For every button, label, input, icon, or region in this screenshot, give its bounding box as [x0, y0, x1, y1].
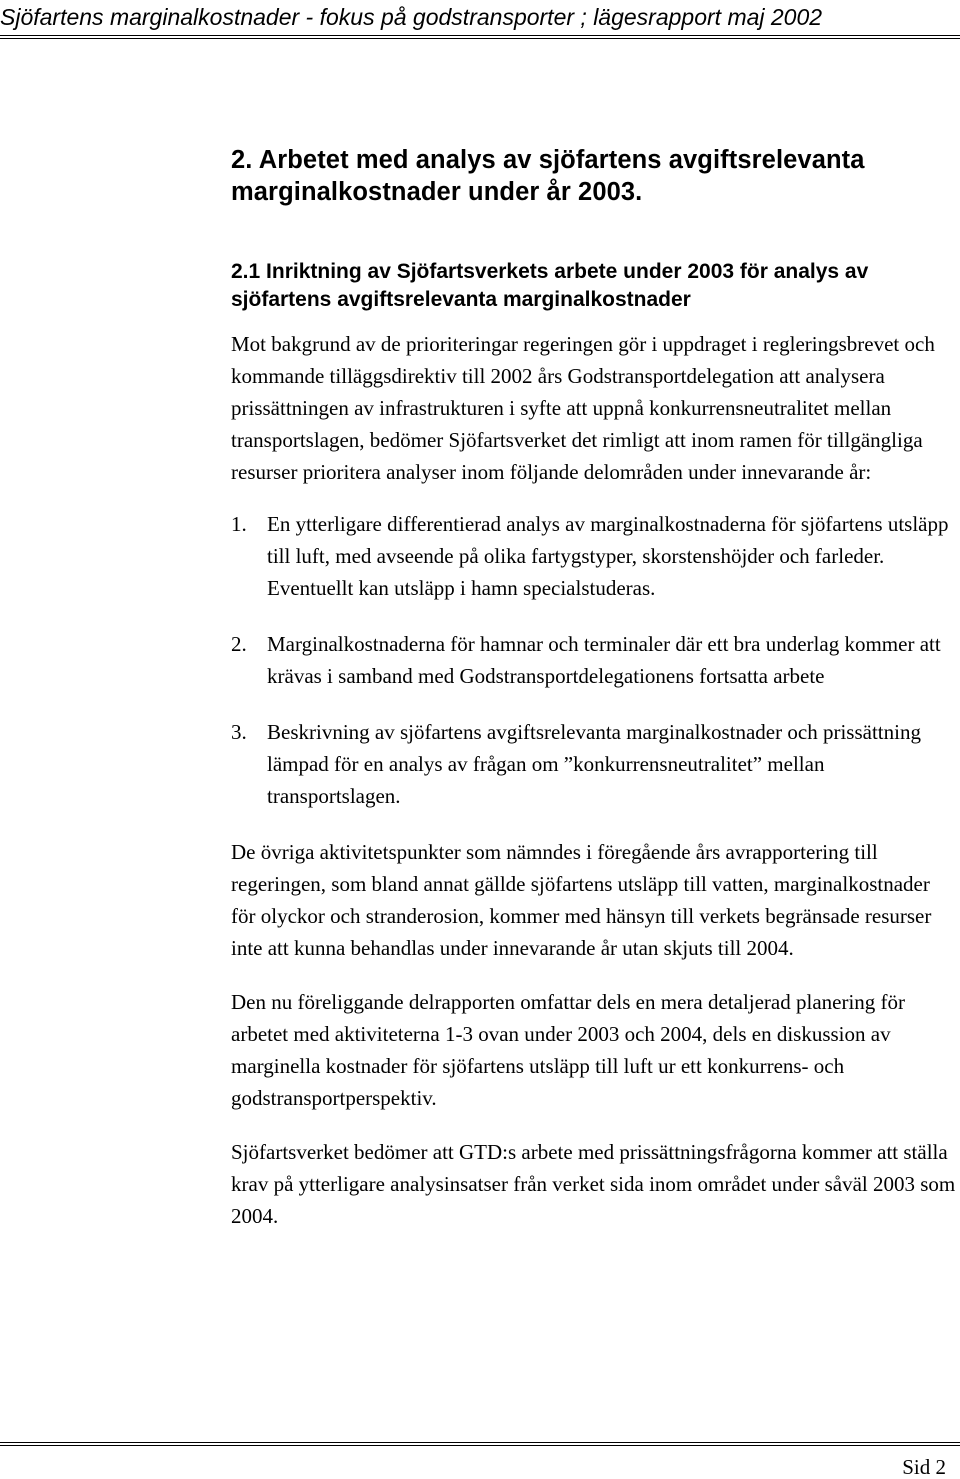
list-item-number: 2. — [231, 632, 247, 656]
list-item-number: 3. — [231, 720, 247, 744]
running-header: Sjöfartens marginalkostnader - fokus på godstransporter ; lägesrapport maj 2002 — [0, 4, 823, 30]
list-item-text: Beskrivning av sjöfartens avgiftsrelevanta marginalkostnader och prissättning lämpad för en analys av frågan om ”konkurrensneutralitet” mellan transportslagen. — [267, 720, 921, 808]
intro-paragraph: Mot bakgrund av de prioriteringar regeringen gör i uppdraget i regleringsbrevet och kommande tilläggsdirektiv till 2002 års Godstransportdelegation att analysera prissättningen av infrastrukturen i syfte att uppnå konkurrensneutralitet mellan transportslagen, bedömer Sjöfartsverket det rimligt att inom ramen för tillgängliga resurser prioritera analyser inom följande delområden under innevarande år: — [231, 332, 935, 484]
list-item-text: Marginalkostnaderna för hamnar och terminaler där ett bra underlag kommer att krävas i samband med Godstransportdelegationens fortsatta arbete — [267, 632, 941, 688]
list-item — [231, 716, 956, 812]
page-body — [231, 144, 956, 1232]
list-item — [231, 628, 956, 692]
subsection-heading: 2.1 Inriktning av Sjöfartsverkets arbete under 2003 för analys av sjöfartens avgiftsrelevanta marginalkostnader — [231, 260, 869, 311]
body-paragraph: Sjöfartsverket bedömer att GTD:s arbete med prissättningsfrågorna kommer att ställa krav på ytterligare analysinsatser från verket sida inom området under såväl 2003 som 2004. — [231, 1140, 956, 1228]
list-item-number: 1. — [231, 512, 247, 536]
list-item-text: En ytterligare differentierad analys av marginalkostnaderna för sjöfartens utsläpp till luft, med avseende på olika fartygstyper, skorstenshöjder och farleder. Eventuellt kan utsläpp i hamn specialstuderas. — [267, 512, 949, 600]
section-heading: 2. Arbetet med analys av sjöfartens avgiftsrelevanta marginalkostnader under år 2003. — [231, 146, 865, 206]
body-paragraph: De övriga aktivitetspunkter som nämndes i föregående års avrapportering till regeringen, som bland annat gällde sjöfartens utsläpp till vatten, marginalkostnader för olyckor och stranderosion, kommer med hänsyn till verkets begränsade resurser inte att kunna behandlas under innevarande år utan skjuts till 2004. — [231, 840, 932, 960]
page-number: Sid 2 — [902, 1455, 946, 1479]
priority-list — [231, 508, 956, 812]
list-item — [231, 508, 956, 604]
body-paragraph: Den nu föreliggande delrapporten omfattar dels en mera detaljerad planering för arbetet med aktiviteterna 1-3 ovan under 2003 och 2004, dels en diskussion av marginella kostnader för sjöfartens utsläpp till luft ur ett konkurrens- och godstransportperspektiv. — [231, 990, 906, 1110]
footer-rule — [0, 1442, 960, 1446]
header-rule — [0, 35, 960, 39]
